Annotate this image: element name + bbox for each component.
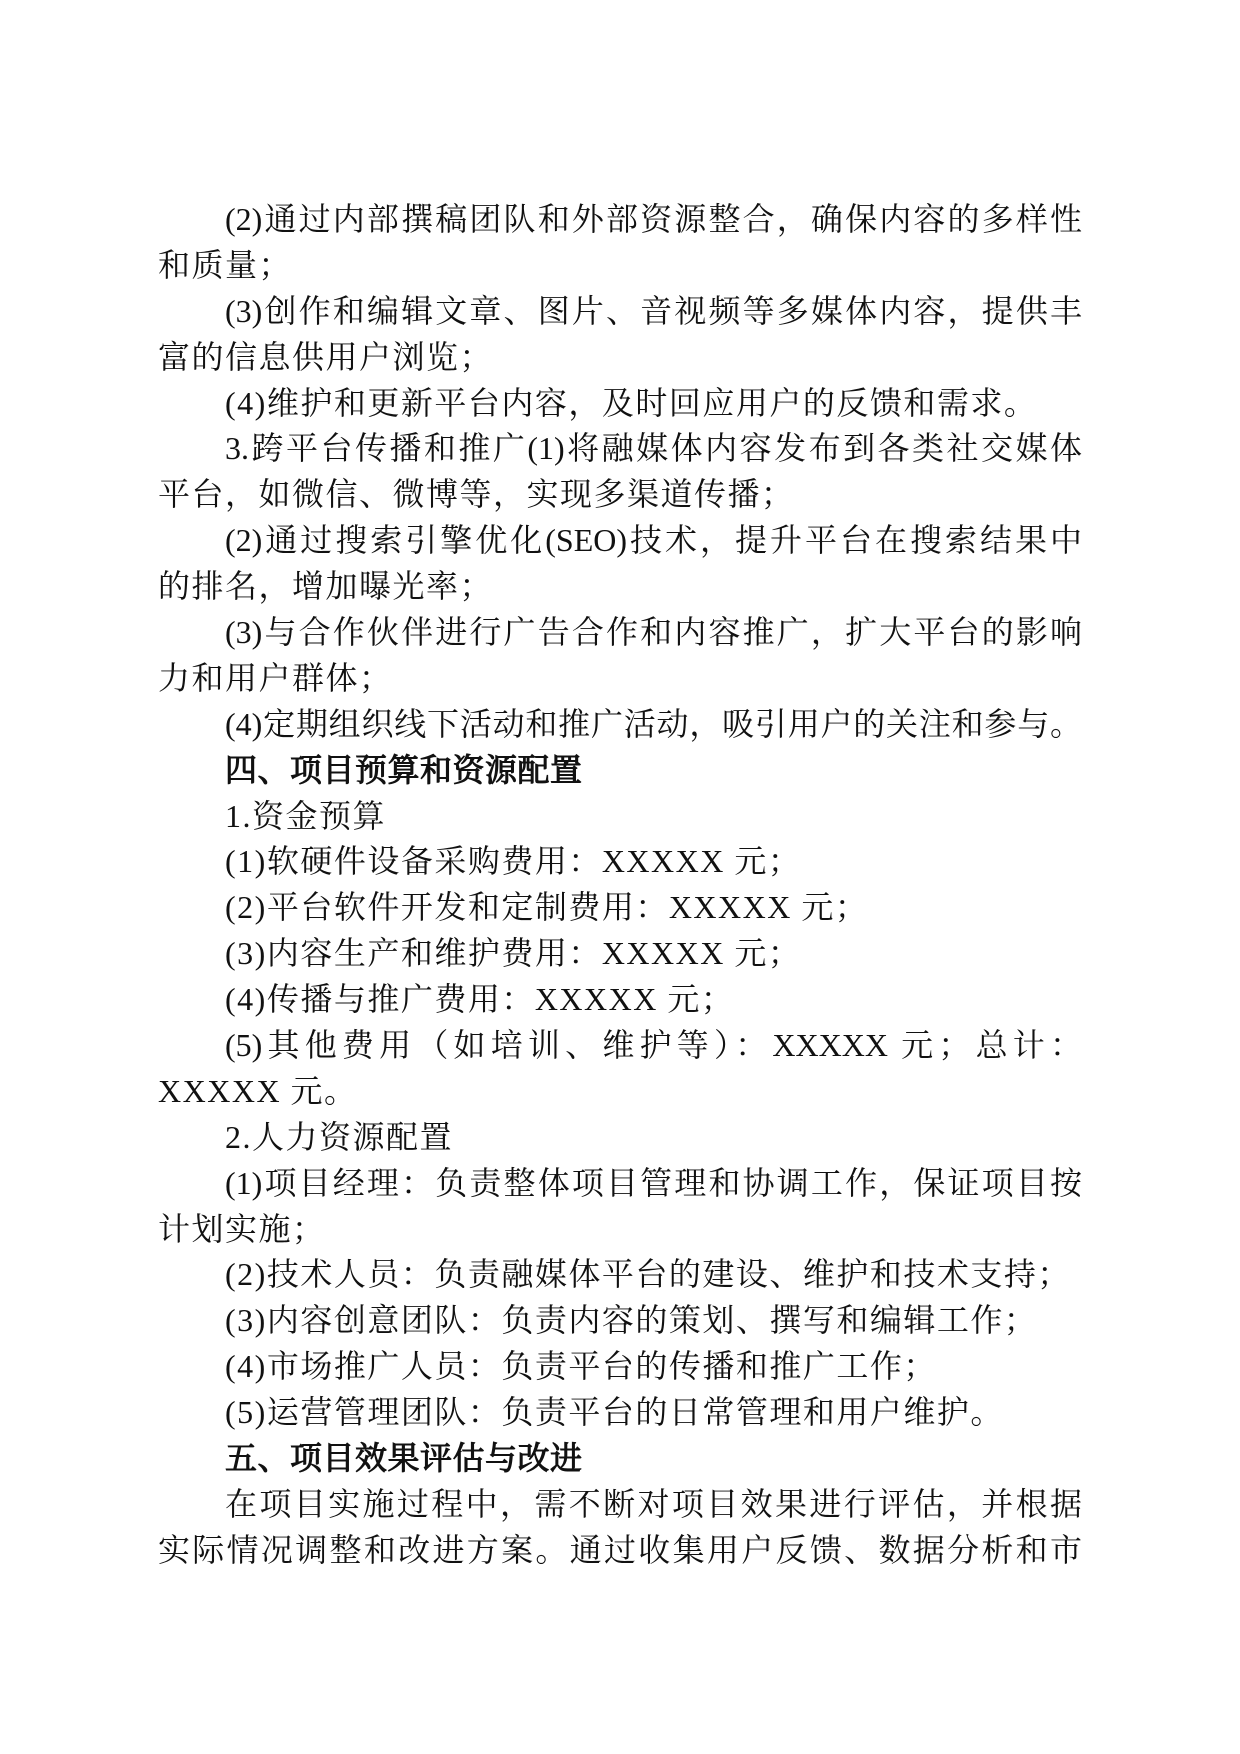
- section-heading: 四、项目预算和资源配置: [225, 751, 583, 788]
- budget-item-content: [158, 931, 1082, 977]
- text-line: (5)运营管理团队：负责平台的日常管理和用户维护。: [225, 1394, 1004, 1431]
- text-line: (3)与合作伙伴进行广告合作和内容推广，扩大平台的影响: [225, 614, 1082, 651]
- text-line: 计划实施；: [158, 1210, 326, 1247]
- text-line: XXXXX 元。: [158, 1072, 358, 1109]
- text-line: (4)定期组织线下活动和推广活动，吸引用户的关注和参与。: [225, 705, 1082, 742]
- subsection-cross-platform: [158, 426, 1082, 518]
- text-line: (2)平台软件开发和定制费用：XXXXX 元；: [225, 889, 869, 926]
- text-line: (4)维护和更新平台内容，及时回应用户的反馈和需求。: [225, 384, 1038, 421]
- text-line: 3.跨平台传播和推广(1)将融媒体内容发布到各类社交媒体: [225, 430, 1082, 467]
- text-line: 和质量；: [158, 246, 293, 283]
- section-heading-evaluation: [158, 1436, 1082, 1482]
- text-line: (2)技术人员：负责融媒体平台的建设、维护和技术支持；: [225, 1256, 1071, 1293]
- text-line: (1)项目经理：负责整体项目管理和协调工作，保证项目按: [225, 1164, 1082, 1201]
- document-body: [158, 197, 1082, 1574]
- text-line: (3)内容生产和维护费用：XXXXX 元；: [225, 935, 802, 972]
- list-item-maintain-content: [158, 381, 1082, 427]
- text-line: 平台，如微信、微博等，实现多渠道传播；: [158, 476, 795, 513]
- list-item-content-diversity: [158, 197, 1082, 289]
- hr-item-marketing-staff: [158, 1344, 1082, 1390]
- subsection-title: 2.人力资源配置: [225, 1118, 454, 1155]
- hr-item-technical-staff: [158, 1252, 1082, 1298]
- text-line: 的排名，增加曝光率；: [158, 568, 494, 605]
- budget-item-hardware: [158, 839, 1082, 885]
- paragraph-evaluation: [158, 1482, 1082, 1574]
- budget-item-other-total: [158, 1023, 1082, 1115]
- list-item-partner-promotion: [158, 610, 1082, 702]
- text-line: (1)软硬件设备采购费用：XXXXX 元；: [225, 843, 802, 880]
- text-line: (5)其他费用（如培训、维护等）：XXXXX 元；总计：: [225, 1027, 1082, 1064]
- text-line: (4)市场推广人员：负责平台的传播和推广工作；: [225, 1348, 937, 1385]
- section-heading: 五、项目效果评估与改进: [225, 1440, 583, 1477]
- subsection-funding-budget: [158, 794, 1082, 840]
- hr-item-operations-team: [158, 1390, 1082, 1436]
- subsection-title: 1.资金预算: [225, 797, 387, 834]
- text-line: 富的信息供用户浏览；: [158, 338, 494, 375]
- text-line: (4)传播与推广费用：XXXXX 元；: [225, 981, 735, 1018]
- list-item-seo: [158, 518, 1082, 610]
- text-line: (3)创作和编辑文章、图片、音视频等多媒体内容，提供丰: [225, 292, 1082, 329]
- section-heading-budget: [158, 748, 1082, 794]
- text-line: (2)通过搜索引擎优化(SEO)技术，提升平台在搜索结果中: [225, 522, 1082, 559]
- text-line: 在项目实施过程中，需不断对项目效果进行评估，并根据: [225, 1485, 1082, 1522]
- text-line: 力和用户群体；: [158, 659, 393, 696]
- hr-item-project-manager: [158, 1161, 1082, 1253]
- list-item-multimedia-content: [158, 289, 1082, 381]
- text-line: 实际情况调整和改进方案。通过收集用户反馈、数据分析和市: [158, 1531, 1082, 1568]
- hr-item-creative-team: [158, 1298, 1082, 1344]
- list-item-offline-events: [158, 702, 1082, 748]
- subsection-human-resources: [158, 1115, 1082, 1161]
- text-line: (2)通过内部撰稿团队和外部资源整合，确保内容的多样性: [225, 201, 1082, 237]
- budget-item-promotion: [158, 977, 1082, 1023]
- text-line: (3)内容创意团队：负责内容的策划、撰写和编辑工作；: [225, 1302, 1038, 1339]
- budget-item-software: [158, 885, 1082, 931]
